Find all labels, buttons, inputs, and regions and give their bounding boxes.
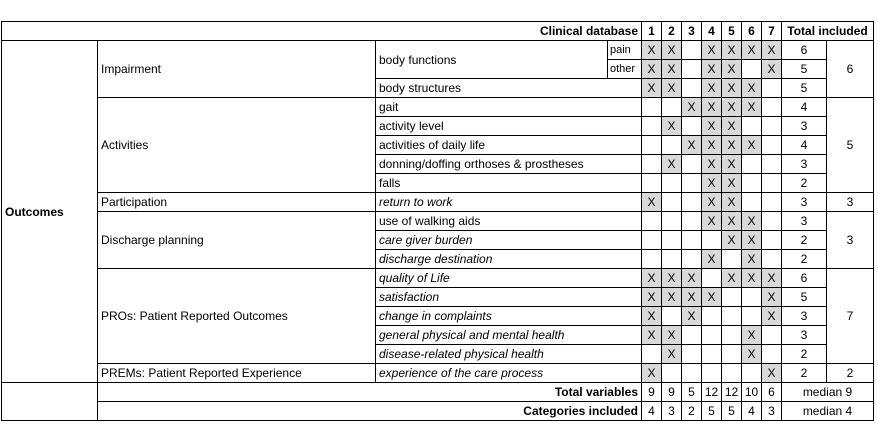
mark-cell xyxy=(762,117,782,136)
mark-cell: X xyxy=(662,155,682,174)
mark-cell xyxy=(742,288,762,307)
domain-label: PREMs: Patient Reported Experience xyxy=(98,364,376,383)
mark-cell xyxy=(722,307,742,326)
variable-total: 2 xyxy=(782,364,827,383)
db-header-6: 6 xyxy=(742,22,762,41)
variable-total: 2 xyxy=(782,231,827,250)
variable-total: 4 xyxy=(782,136,827,155)
mark-cell xyxy=(742,174,762,193)
sub-variable-label: pain xyxy=(608,41,642,60)
mark-cell: X xyxy=(642,79,662,98)
variable-label: falls xyxy=(376,174,642,193)
mark-cell: X xyxy=(702,288,722,307)
mark-cell: X xyxy=(722,60,742,79)
variable-total: 5 xyxy=(782,79,827,98)
mark-cell: X xyxy=(642,193,662,212)
mark-cell: X xyxy=(742,231,762,250)
db-header-5: 5 xyxy=(722,22,742,41)
variable-total: 6 xyxy=(782,41,827,60)
variable-total: 3 xyxy=(782,326,827,345)
sub-variable-label: other xyxy=(608,60,642,79)
variable-total: 6 xyxy=(782,269,827,288)
mark-cell xyxy=(762,155,782,174)
variable-label: discharge destination xyxy=(376,250,642,269)
mark-cell: X xyxy=(742,212,762,231)
table-row xyxy=(2,41,874,60)
mark-cell xyxy=(662,364,682,383)
variable-label: quality of Life xyxy=(376,269,642,288)
mark-cell xyxy=(742,193,762,212)
table-row xyxy=(2,193,874,212)
mark-cell: X xyxy=(762,364,782,383)
mark-cell xyxy=(762,136,782,155)
mark-cell xyxy=(762,212,782,231)
mark-cell xyxy=(762,250,782,269)
mark-cell xyxy=(682,250,702,269)
categories-included-label: Categories included xyxy=(98,402,642,421)
db-header-1: 1 xyxy=(642,22,662,41)
mark-cell: X xyxy=(662,326,682,345)
mark-cell: X xyxy=(722,269,742,288)
mark-cell xyxy=(682,193,702,212)
clinical-database-label: Clinical database xyxy=(2,22,642,41)
mark-cell: X xyxy=(702,155,722,174)
variable-label: body functions xyxy=(376,41,608,79)
variable-label: use of walking aids xyxy=(376,212,642,231)
mark-cell: X xyxy=(662,288,682,307)
domain-label: Discharge planning xyxy=(98,212,376,269)
mark-cell xyxy=(702,326,722,345)
mark-cell xyxy=(722,326,742,345)
variable-label: gait xyxy=(376,98,642,117)
total-variables-cell: 6 xyxy=(762,383,782,402)
domain-label: PROs: Patient Reported Outcomes xyxy=(98,269,376,364)
variable-label: general physical and mental health xyxy=(376,326,642,345)
mark-cell: X xyxy=(662,41,682,60)
mark-cell: X xyxy=(702,193,722,212)
variable-label: donning/doffing orthoses & prostheses xyxy=(376,155,642,174)
total-variables-cell: 10 xyxy=(742,383,762,402)
variable-total: 2 xyxy=(782,250,827,269)
mark-cell xyxy=(762,231,782,250)
mark-cell: X xyxy=(642,288,662,307)
mark-cell xyxy=(722,250,742,269)
categories-included-cell: 5 xyxy=(722,402,742,421)
mark-cell xyxy=(662,307,682,326)
total-variables-cell: 12 xyxy=(722,383,742,402)
mark-cell: X xyxy=(662,60,682,79)
categories-included-row xyxy=(2,402,874,421)
variable-label: return to work xyxy=(376,193,642,212)
categories-included-cell: 2 xyxy=(682,402,702,421)
categories-included-cell: 4 xyxy=(742,402,762,421)
mark-cell xyxy=(642,117,662,136)
mark-cell: X xyxy=(742,250,762,269)
mark-cell xyxy=(662,250,682,269)
mark-cell xyxy=(702,307,722,326)
mark-cell xyxy=(722,345,742,364)
categories-included-cell: 3 xyxy=(662,402,682,421)
total-included-header: Total included xyxy=(782,22,874,41)
mark-cell: X xyxy=(722,231,742,250)
mark-cell: X xyxy=(702,98,722,117)
variable-total: 2 xyxy=(782,174,827,193)
mark-cell xyxy=(662,231,682,250)
mark-cell xyxy=(762,345,782,364)
mark-cell: X xyxy=(722,136,742,155)
categories-included-summary: median 4 xyxy=(782,402,874,421)
mark-cell: X xyxy=(662,117,682,136)
db-header-2: 2 xyxy=(662,22,682,41)
category-total: 2 xyxy=(827,364,874,383)
variable-total: 3 xyxy=(782,155,827,174)
variable-total: 5 xyxy=(782,60,827,79)
mark-cell xyxy=(742,117,762,136)
categories-included-cell: 3 xyxy=(762,402,782,421)
db-header-7: 7 xyxy=(762,22,782,41)
categories-included-cell: 4 xyxy=(642,402,662,421)
mark-cell xyxy=(702,231,722,250)
mark-cell xyxy=(682,345,702,364)
mark-cell xyxy=(662,136,682,155)
variable-label: body structures xyxy=(376,79,642,98)
mark-cell: X xyxy=(642,364,662,383)
mark-cell xyxy=(662,212,682,231)
total-variables-label: Total variables xyxy=(98,383,642,402)
db-header-4: 4 xyxy=(702,22,722,41)
mark-cell: X xyxy=(762,60,782,79)
total-variables-cell: 5 xyxy=(682,383,702,402)
mark-cell: X xyxy=(682,288,702,307)
mark-cell: X xyxy=(722,155,742,174)
mark-cell xyxy=(702,364,722,383)
mark-cell xyxy=(642,250,662,269)
mark-cell: X xyxy=(762,41,782,60)
mark-cell xyxy=(682,155,702,174)
mark-cell xyxy=(702,345,722,364)
variable-total: 4 xyxy=(782,98,827,117)
total-variables-cell: 9 xyxy=(642,383,662,402)
mark-cell: X xyxy=(722,117,742,136)
mark-cell xyxy=(662,174,682,193)
mark-cell: X xyxy=(682,136,702,155)
variable-total: 2 xyxy=(782,345,827,364)
mark-cell xyxy=(642,174,662,193)
mark-cell xyxy=(642,98,662,117)
variable-total: 3 xyxy=(782,307,827,326)
table-row xyxy=(2,212,874,231)
mark-cell: X xyxy=(762,269,782,288)
table-row xyxy=(2,98,874,117)
mark-cell: X xyxy=(662,79,682,98)
mark-cell: X xyxy=(702,250,722,269)
mark-cell xyxy=(762,193,782,212)
mark-cell xyxy=(762,79,782,98)
mark-cell xyxy=(642,345,662,364)
mark-cell: X xyxy=(742,326,762,345)
mark-cell: X xyxy=(642,269,662,288)
variable-label: change in complaints xyxy=(376,307,642,326)
variable-label: care giver burden xyxy=(376,231,642,250)
mark-cell: X xyxy=(722,174,742,193)
domain-label: Impairment xyxy=(98,41,376,98)
mark-cell: X xyxy=(722,193,742,212)
mark-cell: X xyxy=(662,269,682,288)
category-total: 6 xyxy=(827,41,874,98)
mark-cell: X xyxy=(702,60,722,79)
mark-cell: X xyxy=(642,326,662,345)
mark-cell xyxy=(642,231,662,250)
mark-cell xyxy=(742,60,762,79)
categories-included-cell: 5 xyxy=(702,402,722,421)
mark-cell: X xyxy=(642,41,662,60)
mark-cell: X xyxy=(742,269,762,288)
db-header-3: 3 xyxy=(682,22,702,41)
mark-cell xyxy=(742,307,762,326)
mark-cell: X xyxy=(642,307,662,326)
mark-cell xyxy=(722,364,742,383)
outcomes-label: Outcomes xyxy=(2,41,98,383)
mark-cell: X xyxy=(702,41,722,60)
mark-cell xyxy=(722,288,742,307)
variable-label: experience of the care process xyxy=(376,364,642,383)
domain-label: Participation xyxy=(98,193,376,212)
mark-cell xyxy=(702,269,722,288)
variable-total: 5 xyxy=(782,288,827,307)
variable-total: 3 xyxy=(782,212,827,231)
mark-cell xyxy=(682,326,702,345)
table-row xyxy=(2,364,874,383)
domain-label: Activities xyxy=(98,98,376,193)
mark-cell: X xyxy=(702,79,722,98)
table-row xyxy=(2,269,874,288)
mark-cell: X xyxy=(682,98,702,117)
mark-cell: X xyxy=(742,79,762,98)
mark-cell xyxy=(682,212,702,231)
mark-cell xyxy=(682,231,702,250)
mark-cell: X xyxy=(762,307,782,326)
mark-cell xyxy=(762,326,782,345)
mark-cell: X xyxy=(702,212,722,231)
category-total: 3 xyxy=(827,212,874,269)
mark-cell: X xyxy=(702,136,722,155)
mark-cell: X xyxy=(682,269,702,288)
variable-label: activities of daily life xyxy=(376,136,642,155)
mark-cell: X xyxy=(702,174,722,193)
outcomes-table xyxy=(1,21,874,421)
blank-cell xyxy=(2,383,98,421)
category-total: 5 xyxy=(827,98,874,193)
variable-total: 3 xyxy=(782,117,827,136)
total-variables-summary: median 9 xyxy=(782,383,874,402)
mark-cell: X xyxy=(662,345,682,364)
mark-cell: X xyxy=(742,345,762,364)
mark-cell xyxy=(682,41,702,60)
mark-cell xyxy=(682,79,702,98)
mark-cell xyxy=(682,117,702,136)
mark-cell xyxy=(642,212,662,231)
mark-cell: X xyxy=(722,98,742,117)
mark-cell xyxy=(762,174,782,193)
total-variables-cell: 9 xyxy=(662,383,682,402)
mark-cell: X xyxy=(722,41,742,60)
total-variables-row xyxy=(2,383,874,402)
mark-cell: X xyxy=(722,212,742,231)
variable-label: satisfaction xyxy=(376,288,642,307)
mark-cell: X xyxy=(682,307,702,326)
mark-cell xyxy=(742,364,762,383)
mark-cell: X xyxy=(722,79,742,98)
category-total: 7 xyxy=(827,269,874,364)
mark-cell xyxy=(662,98,682,117)
mark-cell xyxy=(742,155,762,174)
category-total: 3 xyxy=(827,193,874,212)
mark-cell xyxy=(642,136,662,155)
mark-cell: X xyxy=(762,288,782,307)
header-row xyxy=(2,22,874,41)
mark-cell xyxy=(762,98,782,117)
mark-cell: X xyxy=(642,60,662,79)
variable-label: disease-related physical health xyxy=(376,345,642,364)
mark-cell: X xyxy=(742,136,762,155)
mark-cell xyxy=(662,193,682,212)
mark-cell: X xyxy=(742,98,762,117)
mark-cell: X xyxy=(702,117,722,136)
variable-total: 3 xyxy=(782,193,827,212)
mark-cell xyxy=(642,155,662,174)
mark-cell: X xyxy=(742,41,762,60)
variable-label: activity level xyxy=(376,117,642,136)
total-variables-cell: 12 xyxy=(702,383,722,402)
mark-cell xyxy=(682,60,702,79)
mark-cell xyxy=(682,174,702,193)
mark-cell xyxy=(682,364,702,383)
